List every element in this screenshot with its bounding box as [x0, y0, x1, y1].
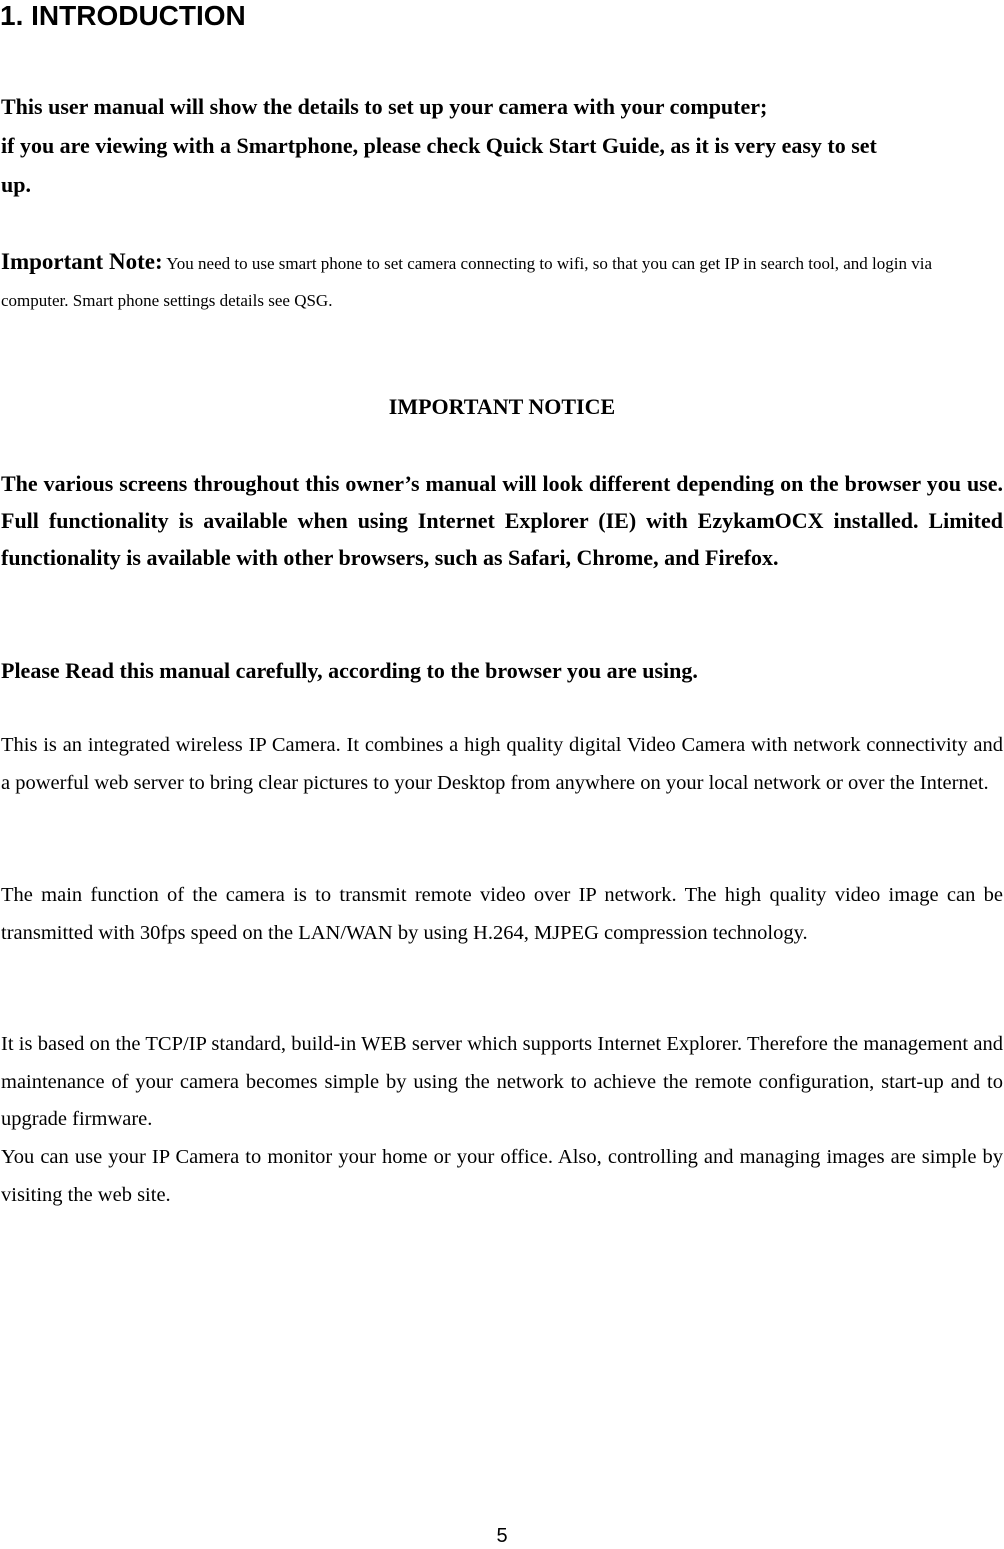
- notice-title: IMPORTANT NOTICE: [388, 394, 616, 419]
- important-note-text: You need to use smart phone to set camera connecting to wifi, so that you can get IP in search tool, and login via computer. Smart phone settings details see QSG.: [1, 254, 933, 310]
- intro-line: This user manual will show the details to set up your camera with your computer;: [1, 94, 768, 119]
- body-paragraph: You can use your IP Camera to monitor your home or your office. Also, controlling and managing images are simple by visiting the web site.: [1, 1146, 1003, 1206]
- body-paragraph: The main function of the camera is to transmit remote video over IP network. The high quality video image can be transmitted with 30fps speed on the LAN/WAN by using H.264, MJPEG compression technology.: [1, 884, 1003, 944]
- body-paragraph: This is an integrated wireless IP Camera. It combines a high quality digital Video Camera with network connectivity and a powerful web server to bring clear pictures to your Desktop from anywhere on your local network or over the Internet.: [1, 734, 1003, 794]
- intro-line: if you are viewing with a Smartphone, please check Quick Start Guide, as it is very easy to set: [1, 133, 877, 158]
- important-note-label: Important Note:: [1, 249, 163, 274]
- intro-line: up.: [1, 172, 31, 197]
- notice-paragraph: The various screens throughout this owner’s manual will look different depending on the browser you use. Full functionality is available when using Internet Explorer (IE) with EzykamOCX installed. Limited functionality is available with other browsers, such as Safari, Chrome, and Firefox.: [1, 471, 1003, 570]
- page-number: 5: [496, 1525, 508, 1547]
- read-notice: Please Read this manual carefully, according to the browser you are using.: [1, 658, 698, 683]
- section-title: 1. INTRODUCTION: [0, 0, 246, 31]
- body-paragraph: It is based on the TCP/IP standard, build-in WEB server which supports Internet Explorer. Therefore the management and maintenance of your camera becomes simple by using the network to achieve the remote configuration, start-up and to upgrade firmware.: [1, 1033, 1003, 1130]
- important-note: [1, 243, 991, 319]
